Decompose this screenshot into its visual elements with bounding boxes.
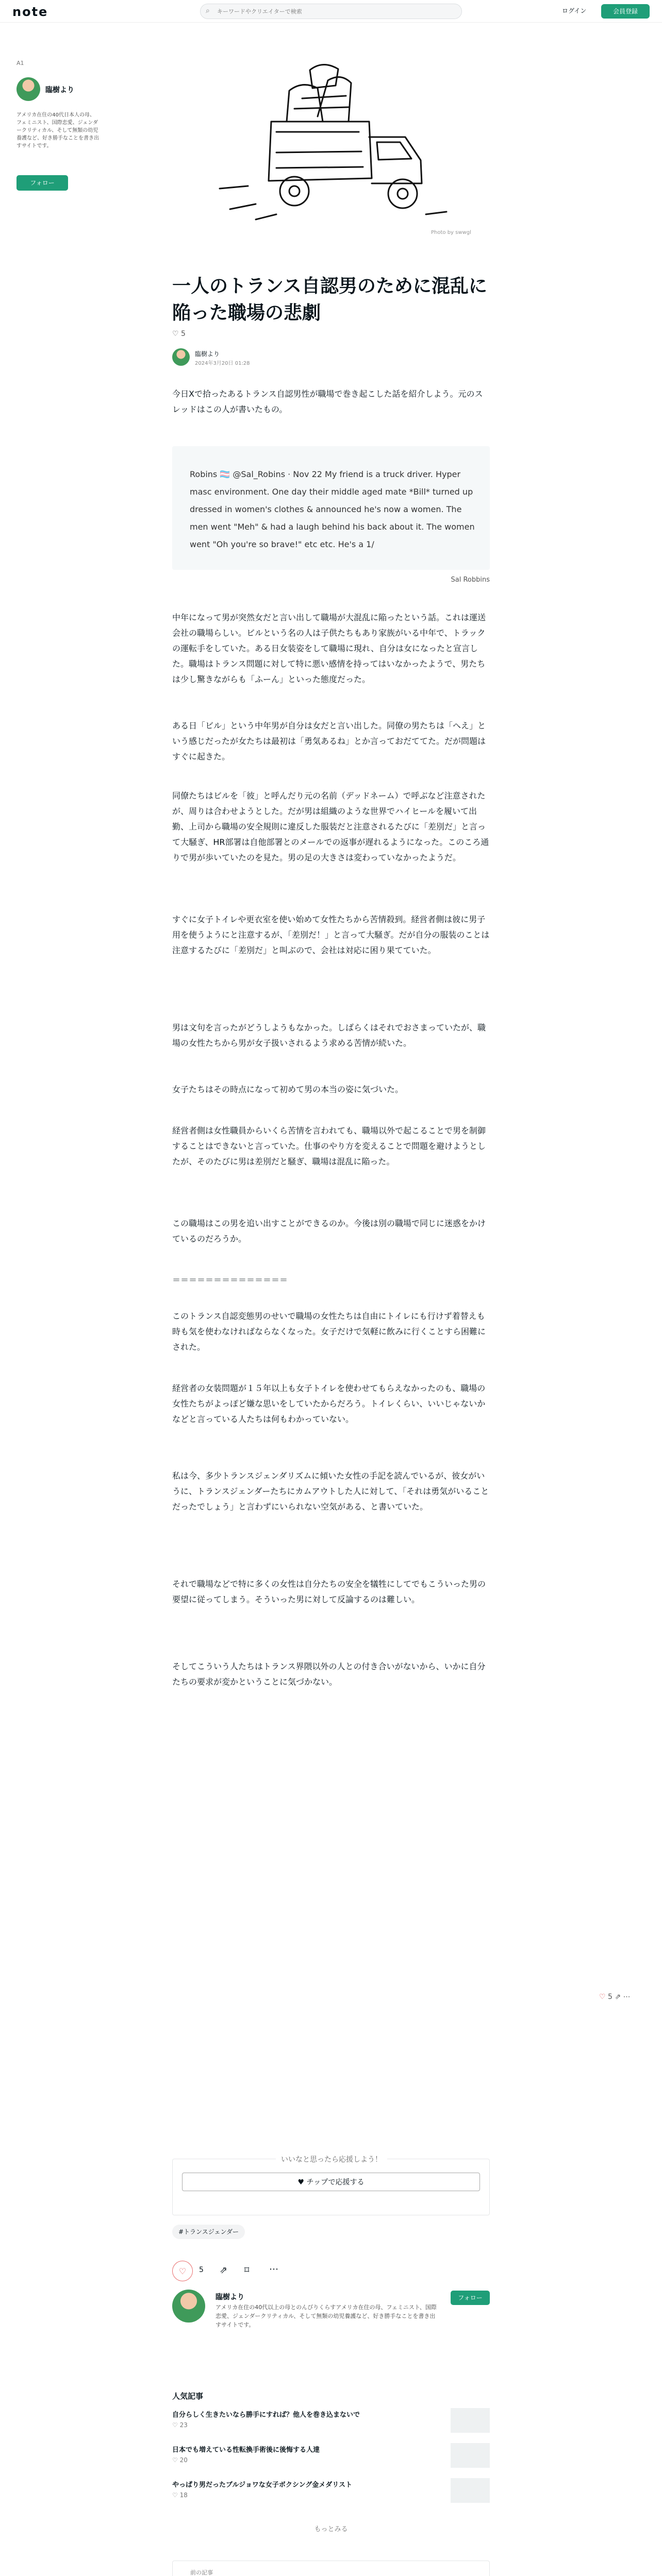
author-card-follow-button[interactable]: フォロー <box>451 2291 490 2305</box>
tip-button[interactable] <box>182 2173 480 2191</box>
list-item[interactable] <box>172 2440 490 2474</box>
paragraph: このトランス自認変態男のせいで職場の女性たちは自由にトイレにも行けず着替えも時も気を使わなければならなくなった。女子だけで気軽に飲みに行くことすら困難にされた。 <box>172 1311 486 1352</box>
follow-button[interactable]: フォロー <box>16 175 68 191</box>
author-name[interactable]: 臨樹より <box>195 350 220 358</box>
popular-thumbnail[interactable] <box>451 2408 490 2433</box>
popular-likes: ♡ 18 <box>172 2492 188 2499</box>
popular-thumbnail[interactable] <box>451 2478 490 2503</box>
floating-like-count: 5 <box>608 1993 613 2001</box>
top-header <box>0 0 662 23</box>
paragraph: 経営者の女装問題が１５年以上も女子トイレを使わせてもらえなかったのも、職場の女性たちがよっぽど嫌な思いをしていたからだろう。トイレくらい、いいじゃないかなどと言っている人たちは何もわかっていない。 <box>172 1383 486 1424</box>
previous-article[interactable] <box>172 2561 490 2576</box>
like-button[interactable]: ♡ <box>172 2261 193 2281</box>
support-box <box>172 2156 490 2215</box>
author-card-bio: アメリカ在住の40代以上の母とのんびりくらすアメリカ在住の母、フェミニスト、国際恋愛、ジェンダークリティカル、そして無類の幼児養護など、好き勝手なことを書き出すサイトです。 <box>216 2304 437 2328</box>
share-icon[interactable]: ⇗ <box>220 2265 228 2276</box>
floating-like-bar[interactable] <box>599 1993 631 2001</box>
tip-label: チップで応援する <box>306 2178 365 2187</box>
paragraph: それで職場などで特に多くの女性は自分たちの安全を犠牲にしてでもこういった男の要望に従ってしまう。そういった男に対して反論するのは難しい。 <box>172 1579 486 1604</box>
hashtag-chip[interactable]: #トランスジェンダー <box>172 2225 245 2239</box>
paragraph: 経営者側は女性職員からいくら苦情を言われても、職場以外で起こることで男を制御することはできないと言っていた。仕事のやり方を変えることで問題を避けようとしたが、そのたびに男は差別だと騒ぎ、職場は混乱に陥った。 <box>172 1126 486 1166</box>
divider-text: ＝＝＝＝＝＝＝＝＝＝＝＝＝＝ <box>172 1275 288 1285</box>
embedded-quote[interactable] <box>172 446 490 570</box>
popular-title[interactable]: 自分らしく生きたいなら勝手にすれば？他人を巻き込まないで <box>172 2411 360 2419</box>
paragraph: この職場はこの男を追い出すことができるのか。今後は別の職場で同じに迷惑をかけているのだろうか。 <box>172 1218 486 1244</box>
support-question: いいなと思ったら応援しよう！ <box>276 2156 387 2164</box>
quote-source: Sal Robbins <box>451 576 490 584</box>
paragraph: 同僚たちはビルを「彼」と呼んだり元の名前（デッドネーム）で呼ぶなど注意されたが、周りは合わせようとした。だが男は組織のような世界でハイヒールを履いて出勤、上司から職場の安全規則に違反した服装だと注意されるたびに「差別だ」と言って大騒ぎ、HR部署は自他部署とのメールでの返事が遅れるようになった。このころ通りで男が歩いていたのを見た。男の足の大きさは変わっていなかったようだ。 <box>172 791 489 862</box>
search-icon: ⌕ <box>206 7 210 15</box>
article-intro: 今日Xで拾ったあるトランス自認男性が職場で巻き起こした話を紹介しよう。元のスレッドはこの人が書いたもの。 <box>172 389 483 414</box>
more-icon[interactable]: ⋯ <box>623 1993 631 2001</box>
quote-text: Robins 🏳️‍⚧️ @Sal_Robins · Nov 22 My friend is a truck driver. Hyper masc environment. One day their middle aged mate *Bill* turned up dressed in women's clothes & announced he's now a women. The men went "Meh" & had a laugh behind his back about it. The women went "Oh you're so brave!" etc etc. He's a 1/ <box>190 469 475 549</box>
photo-credit[interactable]: Photo by swwgl <box>431 230 471 235</box>
list-item[interactable] <box>172 2475 490 2509</box>
sidebar-tag: A1 <box>16 60 24 66</box>
sidebar-author-name[interactable]: 臨樹より <box>45 86 74 94</box>
title-like-row[interactable] <box>172 330 186 338</box>
more-icon[interactable]: ⋯ <box>269 2264 278 2275</box>
more-link[interactable]: もっとみる <box>314 2526 348 2533</box>
heart-icon[interactable]: ♡ <box>599 1993 606 2001</box>
title-like-count: 5 <box>181 330 186 338</box>
search-box[interactable] <box>200 4 462 19</box>
publish-date: 2024年3月20日 01:28 <box>195 361 250 366</box>
search-input[interactable] <box>217 6 454 16</box>
author-avatar[interactable] <box>172 348 190 366</box>
share-icon[interactable]: ⇗ <box>615 1993 621 2001</box>
heart-icon[interactable]: ♡ <box>172 330 179 338</box>
paragraph: すぐに女子トイレや更衣室を使い始めて女性たちから苦情殺到。経営者側は彼に男子用を使うようにと注意するが、「差別だ！」と言って大騒ぎ。だが自分の服装のことは注意するたびに「差別だ」と叫ぶので、会社は対応に困り果てていた。 <box>172 914 490 955</box>
signup-button[interactable]: 会員登録 <box>601 4 650 19</box>
popular-title[interactable]: やっぱり男だったブルジョワな女子ボクシング金メダリスト <box>172 2481 353 2489</box>
hero-truck-illustration <box>199 60 462 235</box>
sidebar-profile <box>16 60 130 187</box>
paragraph: 私は今、多少トランスジェンダリズムに傾いた女性の手記を読んでいるが、彼女がいうに、トランスジェンダーたちにカムアウトした人に対して、「それは勇気がいることだったでしょう」と言わずにいられない空気がある、と書いていた。 <box>172 1471 489 1512</box>
popular-likes: ♡ 20 <box>172 2456 188 2464</box>
tip-icon: ♥ <box>297 2178 307 2187</box>
paragraph: 中年になって男が突然女だと言い出して職場が大混乱に陥ったという話。これは運送会社の職場らしい。ビルという名の人は子供たちもあり家族がいる中年で、トラックの運転手をしていた。ある日女装姿をして職場に現れ、自分は女になったと宣言した。職場はトランス問題に対して特に悪い感情を持ってはいなかったようで、男たちは少し驚きながらも「ふーん」といった態度だった。 <box>172 613 486 684</box>
author-card-avatar[interactable] <box>172 2290 205 2323</box>
popular-title[interactable]: 日本でも増えている性転換手術後に後悔する人達 <box>172 2446 320 2454</box>
avatar[interactable] <box>16 77 40 101</box>
author-card-name[interactable]: 臨樹より <box>216 2293 244 2301</box>
paragraph: 男は文句を言ったがどうしようもなかった。しばらくはそれでおさまっていたが、職場の女性たちから男が女子扱いされるよう求める苦情が続いた。 <box>172 1023 486 1048</box>
popular-articles <box>172 2391 490 2499</box>
action-row <box>172 2261 490 2281</box>
article-title: 一人のトランス自認男のために混乱に陥った職場の悲劇 <box>172 276 487 324</box>
paragraph: 女子たちはその時点になって初めて男の本当の姿に気づいた。 <box>172 1084 404 1094</box>
list-item[interactable] <box>172 2405 490 2439</box>
paragraph: ある日「ビル」という中年男が自分は女だと言い出した。同僚の男たちは「へえ」という感じだったが女たちは最初は「勇気あるね」とか言っておだててた。だが問題はすぐに起きた。 <box>172 721 486 761</box>
previous-label: 前の記事 <box>190 2569 213 2576</box>
note-logo[interactable]: note <box>12 5 48 19</box>
paragraph: そしてこういう人たちはトランス界隈以外の人との付き合いがないから、いかに自分たちの要求が変かということに気づかない。 <box>172 1662 486 1687</box>
sidebar-bio: アメリカ在住の40代日本人の母、フェミニスト、国際恋愛、ジェンダークリティカル、そして無類の幼児養護など、好き勝手なことを書き出すサイトです。 <box>16 112 99 149</box>
login-link[interactable]: ログイン <box>562 7 587 14</box>
bookmark-icon[interactable]: ⌑ <box>244 2265 250 2276</box>
action-like-count: 5 <box>199 2266 204 2274</box>
popular-likes: ♡ 23 <box>172 2421 188 2429</box>
popular-heading: 人気記事 <box>172 2392 204 2401</box>
popular-thumbnail[interactable] <box>451 2443 490 2468</box>
